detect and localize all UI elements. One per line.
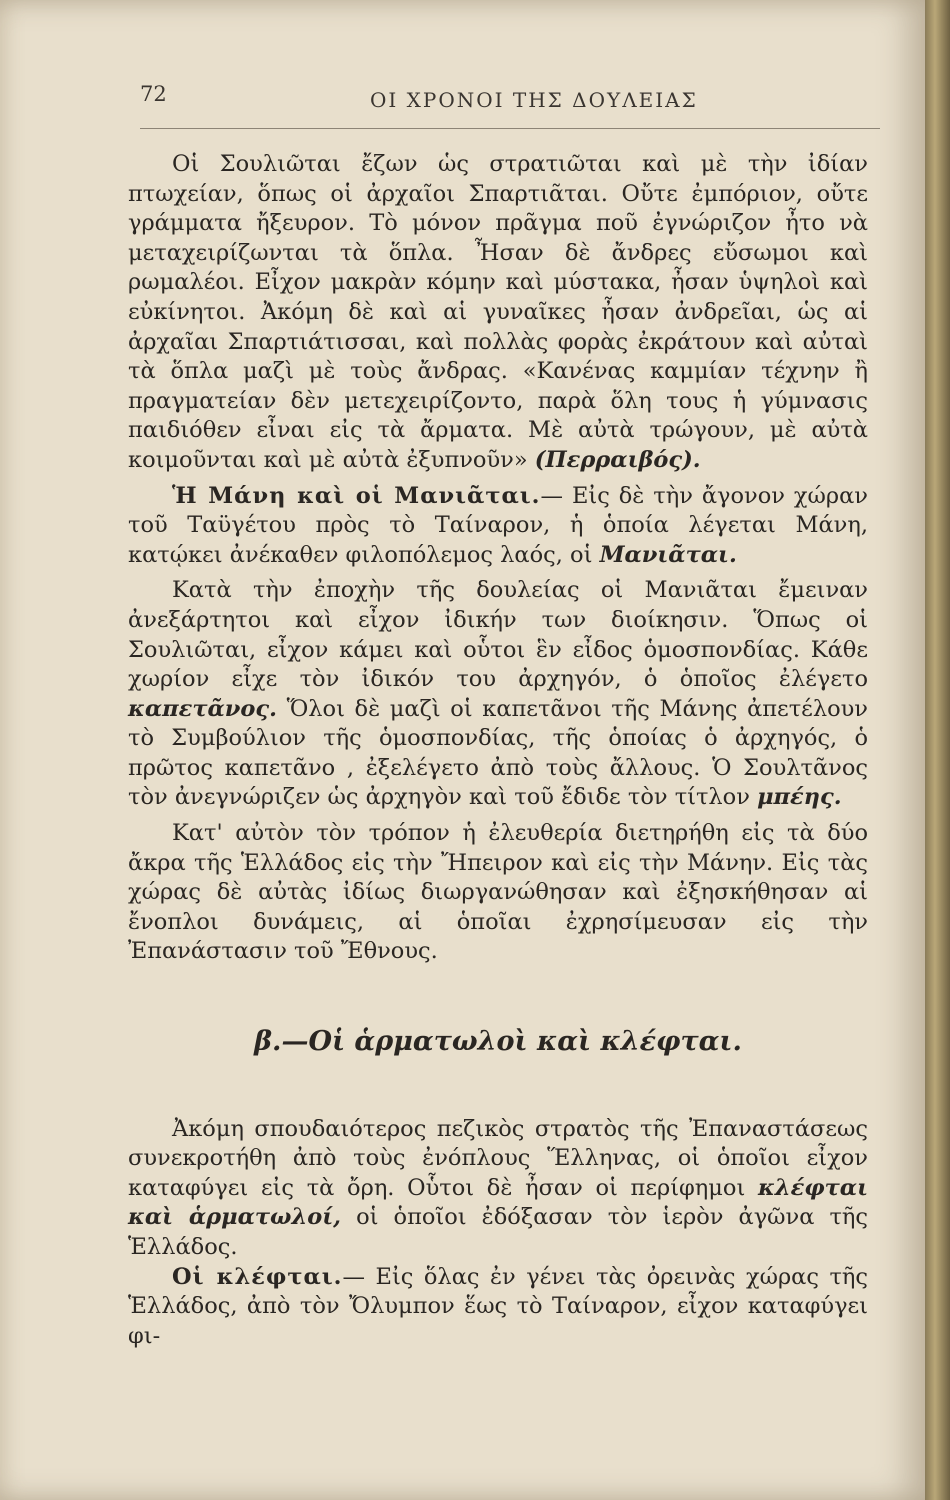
paragraph-armatoloi [128,1115,868,1263]
paragraph-text: Οἱ Σουλιῶται ἔζων ὡς στρατιῶται καὶ μὲ τὴν ἰδίαν πτωχείαν, ὅπως οἱ ἀρχαῖοι Σπαρτιᾶται. Οὔτε ἐμπόριον, οὔτε γράμματα ἤξευρον. Τὸ μόνον πρᾶγμα ποῦ ἐγνώριζον ἦτο νὰ μεταχειρίζωνται τὰ ὅπλα. Ἦσαν δὲ ἄνδρες εὔσωμοι καὶ ρωμαλέοι. Εἶχον μακρὰν κόμην καὶ μύστακα, ἦσαν ὑψηλοὶ καὶ εὐκίνητοι. Ἀκόμη δὲ καὶ αἱ γυναῖκες ἦσαν ἀνδρεῖαι, ὡς αἱ ἀρχαῖαι Σπαρτιάτισσαι, καὶ πολλὰς φορὰς ἐκράτουν καὶ αὐταὶ τὰ ὅπλα μαζὶ μὲ τοὺς ἄνδρας. «Κανένας καμμίαν τέχνην ἢ πραγματείαν δὲν μετεχειρίζοντο, παρὰ ὅλη τους ἡ γύμνασις παιδιόθεν εἶναι εἰς τὰ ἄρματα. Μὲ αὐτὰ τρώγουν, μὲ αὐτὰ κοιμοῦνται καὶ μὲ αὐτὰ ἐξυπνοῦν» [128,151,868,473]
emphasis-term: μπέης. [757,784,842,811]
paragraph-text: — Εἰς δὲ τὴν ἄγονον χώραν τοῦ Ταϋγέτου πρὸς τὸ Ταίναρον, ἡ ὁποία λέγεται Μάνη, κατῴκει ἀνέκαθεν φιλοπόλεμος λαός, οἱ [128,482,868,568]
paragraph-text: Κατὰ τὴν ἐποχὴν τῆς δουλείας οἱ Μανιᾶται ἔμειναν ἀνεξάρτητοι καὶ εἶχον ἰδικήν των διοίκησιν. Ὅπως οἱ Σουλιῶται, εἶχον κάμει καὶ οὗτοι ἓν εἶδος ὁμοσπονδίας. Κάθε χωρίον εἶχε τὸν ἰδικόν του ἀρχηγόν, ὁ ὁποῖος ἐλέγετο [128,577,868,693]
paragraph-text: οἱ ὁποῖοι ἐδόξασαν τὸν ἱερὸν ἀγῶνα τῆς Ἑλλάδος. [128,1204,869,1260]
paragraph-text: Ἀκόμη σπουδαιότερος πεζικὸς στρατὸς τῆς Ἐπαναστάσεως συνεκροτήθη ἀπὸ τοὺς ἐνόπλους Ἕλληνας, οἱ ὁποῖοι εἶχον καταφύγει εἰς τὰ ὄρη. Οὗτοι δὲ ἦσαν οἱ περίφημοι [128,1115,868,1201]
page-body [128,150,868,1351]
paragraph-text: Ὅλοι δὲ μαζὶ οἱ καπετᾶνοι τῆς Μάνης ἀπετέλουν τὸ Συμβούλιον τῆς ὁμοσπονδίας, τῆς ὁποίας ὁ ἀρχηγός, ὁ πρῶτος καπετᾶνο , ἐξελέγετο ἀπὸ τοὺς ἄλλους. Ὁ Σουλτᾶνος τὸν ἀνεγνώριζεν ὡς ἀρχηγὸν καὶ τοῦ ἔδιδε τὸν τίτλον [128,695,868,811]
paragraph-klephts [128,1263,868,1352]
paragraph-lead: Ἡ Μάνη καὶ οἱ Μανιᾶται. [172,482,541,509]
emphasis-term: καπετᾶνος. [128,695,277,722]
emphasis-term: Μανιᾶται. [599,541,737,568]
section-title: β.—Οἱ ἁρματωλοὶ καὶ κλέφται. [254,1026,742,1058]
paragraph-freedom [128,819,868,967]
source-citation: (Περραιβός). [534,446,701,473]
page-number: 72 [140,82,167,106]
page-header [140,82,880,122]
emphasis-term: κλέφται καὶ ἁρματωλοί, [128,1174,868,1231]
book-page-edge [925,0,950,1500]
paragraph-lead: Οἱ κλέφται. [172,1263,343,1290]
running-title: ΟΙ ΧΡΟΝΟΙ ΤΗΣ ΔΟΥΛΕΙΑΣ [370,88,698,112]
paragraph-text: — Εἰς ὅλας ἐν γένει τὰς ὀρεινὰς χώρας τῆς Ἑλλάδος, ἀπὸ τὸν Ὄλυμπον ἕως τὸ Ταίναρον, εἶχον καταφύγει φι- [128,1263,869,1349]
paragraph-souliotes [128,150,868,476]
paragraph-text: Κατ' αὐτὸν τὸν τρόπον ἡ ἐλευθερία διετηρήθη εἰς τὰ δύο ἄκρα τῆς Ἑλλάδος εἰς τὴν Ἤπειρον καὶ εἰς τὴν Μάνην. Εἰς τὰς χώρας δὲ αὐτὰς ἰδίως διωργανώθησαν καὶ ἐξησκήθησαν αἱ ἔνοπλοι δυνάμεις, αἱ ὁποῖαι ἐχρησίμευσαν εἰς τὴν Ἐπανάστασιν τοῦ Ἔθνους. [128,820,868,965]
paragraph-maniates-governance [128,576,868,813]
paragraph-mani [128,482,868,571]
header-rule [140,128,880,129]
